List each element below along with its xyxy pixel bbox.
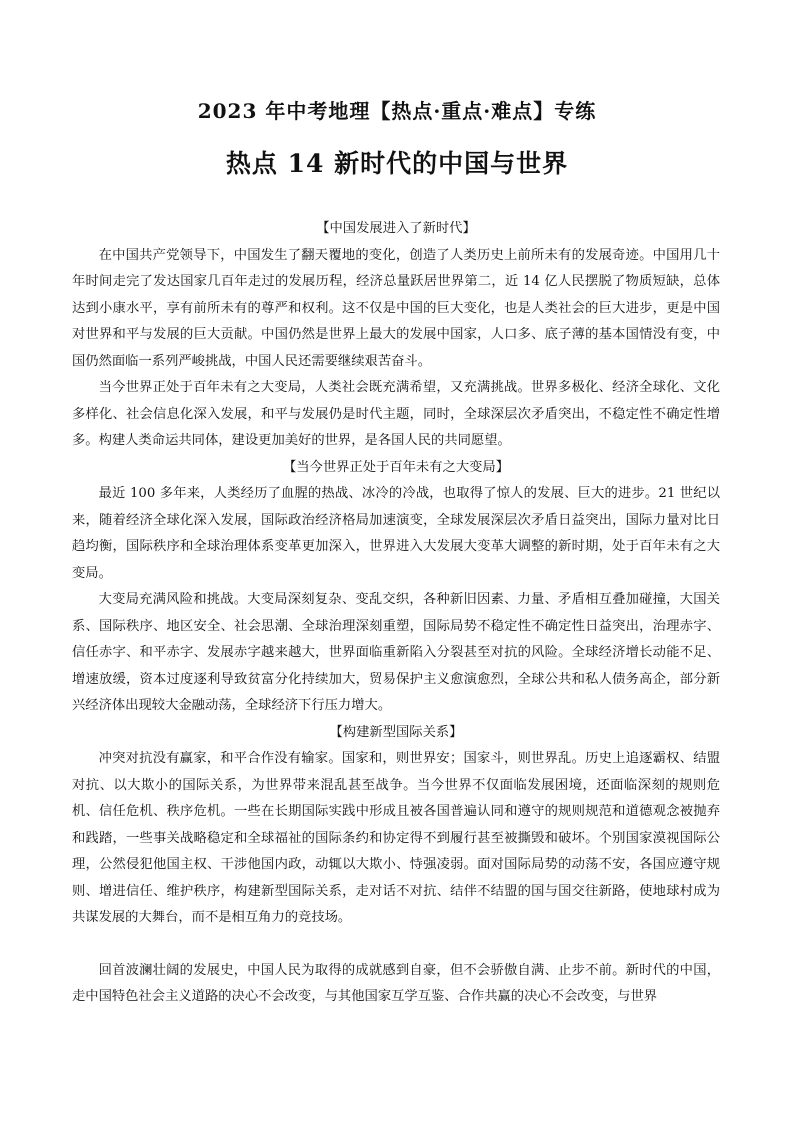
document-subtitle: 热点 14 新时代的中国与世界 (225, 149, 569, 178)
section-heading-new-relations: 【构建新型国际关系】 (329, 724, 463, 740)
paragraph: 当今世界正处于百年未有之大变局，人类社会既充满希望，又充满挑战。世界多极化、经济全球化、文化多样化、社会信息化深入发展，和平与发展仍是时代主题，同时，全球深层次矛盾突出，不稳定性不确定性增多。构建人类命运共同体，建设更加美好的世界，是各国人民的共同愿望。 (72, 380, 720, 448)
paragraph: 冲突对抗没有赢家，和平合作没有输家。国家和，则世界安；国家斗，则世界乱。历史上追逐霸权、结盟对抗、以大欺小的国际关系，为世界带来混乱甚至战争。当今世界不仅面临发展困境，还面临深刻的规则危机、信任危机、秩序危机。一些在长期国际实践中形成且被各国普遍认同和遵守的规则规范和道德观念被抛弃和践踏，一些事关战略稳定和全球福祉的国际条约和协定得不到履行甚至被撕毁和破坏。个别国家漠视国际公理，公然侵犯他国主权、干涉他国内政，动辄以大欺小、恃强凌弱。面对国际局势的动荡不安，各国应遵守规则、增进信任、维护秩序，构建新型国际关系，走对话不对抗、结伴不结盟的国与国交往新路，使地球村成为共谋发展的大舞台，而不是相互角力的竞技场。 (72, 751, 720, 925)
blank-line (72, 932, 720, 958)
section-heading-great-changes: 【当今世界正处于百年未有之大变局】 (282, 459, 510, 475)
document-title: 2023 年中考地理【热点·重点·难点】专练 (197, 99, 597, 123)
closing-paragraph: 回首波澜壮阔的发展史，中国人民为取得的成就感到自豪，但不会骄傲自满、止步不前。新时代的中国，走中国特色社会主义道路的决心不会改变，与其他国家互学互鉴、合作共赢的决心不会改变，与世界 (72, 962, 720, 1004)
section-heading-new-era: 【中国发展进入了新时代】 (316, 221, 476, 236)
document-body (72, 216, 720, 1011)
paragraph: 大变局充满风险和挑战。大变局深刻复杂、变乱交织，各种新旧因素、力量、矛盾相互叠加碰撞，大国关系、国际秩序、地区安全、社会思潮、全球治理深刻重塑，国际局势不稳定性不确定性日益突出，治理赤字、信任赤字、和平赤字、发展赤字越来越大，世界面临重新陷入分裂甚至对抗的风险。全球经济增长动能不足、增速放缓，资本过度逐利导致贫富分化持续加大，贸易保护主义愈演愈烈，全球公共和私人债务高企，部分新兴经济体出现较大金融动荡，全球经济下行压力增大。 (72, 592, 720, 713)
paragraph: 最近 100 多年来，人类经历了血腥的热战、冰冷的冷战，也取得了惊人的发展、巨大的进步。21 世纪以来，随着经济全球化深入发展，国际政治经济格局加速演变，全球发展深层次矛盾日益突出，国际力量对比日趋均衡，国际秩序和全球治理体系变革更加深入，世界进入大发展大变革大调整的新时期，处于百年未有之大变局。 (72, 486, 720, 581)
paragraph: 在中国共产党领导下，中国发生了翻天覆地的变化，创造了人类历史上前所未有的发展奇迹。中国用几十年时间走完了发达国家几百年走过的发展历程，经济总量跃居世界第二，近 14 亿人民摆脱了物质短缺，总体达到小康水平，享有前所未有的尊严和权利。这不仅是中国的巨大变化，也是人类社会的巨大进步，更是中国对世界和平与发展的巨大贡献。中国仍然是世界上最大的发展中国家，人口多、底子薄的基本国情没有变，中国仍然面临一系列严峻挑战，中国人民还需要继续艰苦奋斗。 (72, 247, 720, 369)
